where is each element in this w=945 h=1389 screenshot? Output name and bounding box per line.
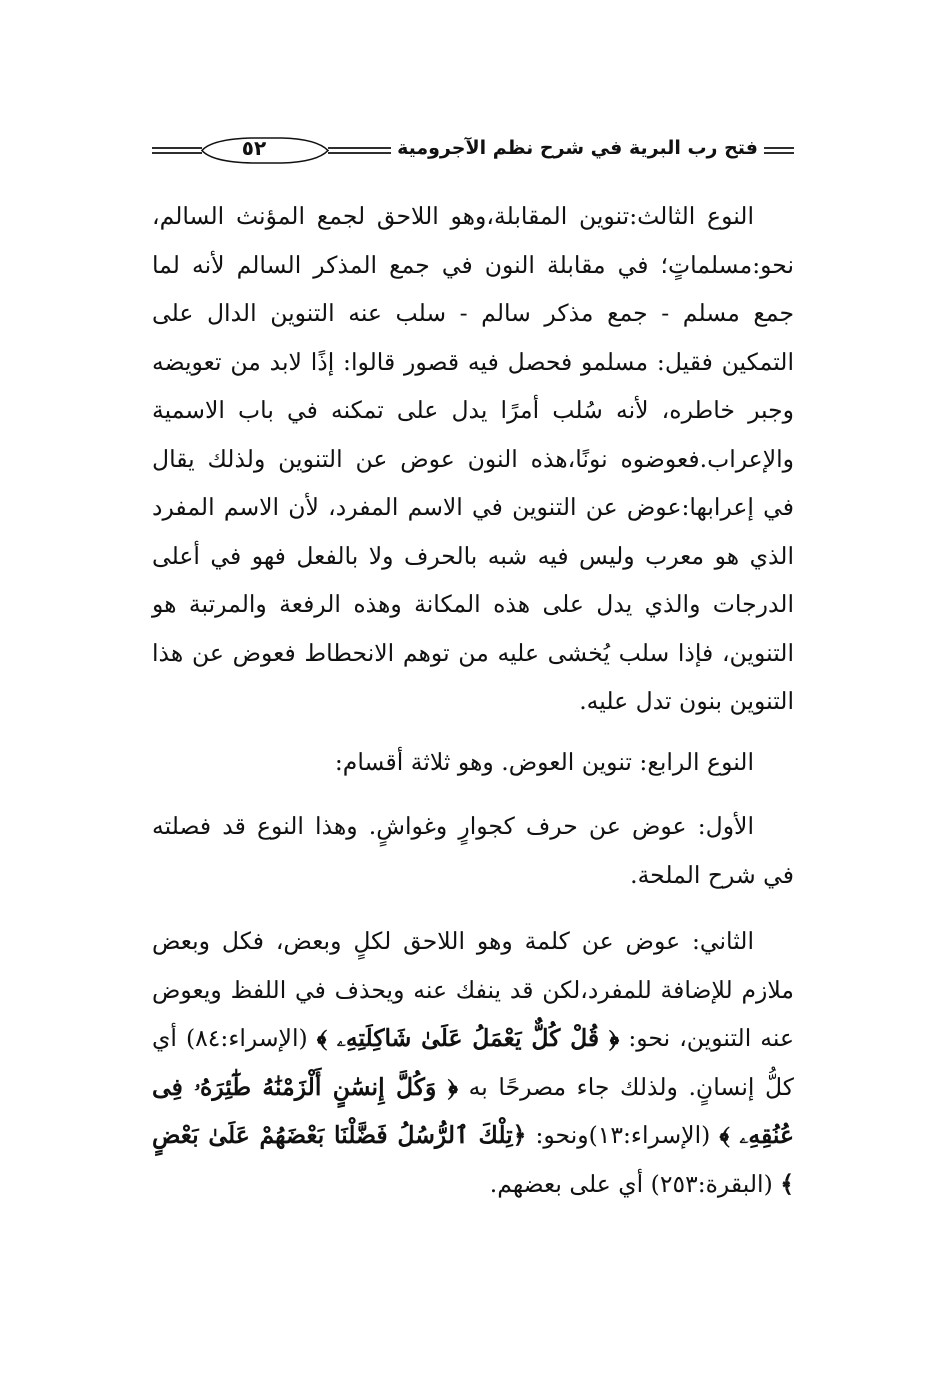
quran-verse-isra-13: ﴿ وَكُلَّ إِنسَٰنٍ أَلْزَمْنَٰهُ طَٰٓئِرَهُۥ فِى عُنُقِهِۦ ﴾	[152, 1072, 794, 1149]
paragraph-iwad-kalima	[152, 917, 794, 1208]
page-number: ٥٢	[241, 136, 267, 160]
quran-verse-isra-84: ﴿ قُلْ كُلٌّ يَعْمَلُ عَلَىٰ شَاكِلَتِهِۦ ﴾	[316, 1024, 620, 1052]
paragraph-text: (الإسراء:٨٤) أي كلُّ إنسانٍ. ولذلك جاء مصرحًا به	[152, 1024, 794, 1101]
paragraph-text: (البقرة:٢٥٣) أي على بعضهم.	[489, 1169, 781, 1198]
paragraph-tanween-iwad: النوع الرابع: تنوين العوض. وهو ثلاثة أقسام:	[334, 747, 754, 776]
page-body	[152, 192, 794, 1208]
quran-verse-baqara-253: ﴿تِلْكَ ٱلرُّسُلُ فَضَّلْنَا بَعْضَهُمْ عَلَىٰ بَعْضٍ ﴾	[152, 1121, 794, 1198]
paragraph-iwad-harf: الأول: عوض عن حرف كجوارٍ وغواشٍ. وهذا النوع قد فصلته في شرح الملحة.	[152, 812, 794, 889]
paragraph-text: (الإسراء:١٣)ونحو:	[526, 1121, 720, 1149]
paragraph-text: الثاني: عوض عن كلمة وهو اللاحق لكلٍ وبعض، فكل وبعض ملازم للإضافة للمفرد،لكن قد ينفك عنه ويحذف في اللفظ ويعوض عنه التنوين، نحو:	[152, 927, 795, 1052]
paragraph-tanween-muqabala: النوع الثالث:تنوين المقابلة،وهو اللاحق لجمع المؤنث السالم، نحو:مسلماتٍ؛ في مقابلة النون في جمع المذكر السالم لأنه لما جمع مسلم - جمع مذكر سالم - سلب عنه التنوين الدال على التمكين فقيل: مسلمو فحصل فيه قصور قالوا: إذًا لابد من تعويضه وجبر خاطره، لأنه سُلب أمرًا يدل على تمكنه في باب الاسمية والإعراب.فعوضوه نونًا،هذه النون عوض عن التنوين ولذلك يقال في إعرابها:عوض عن التنوين في الاسم المفرد، لأن الاسم المفرد الذي هو معرب وليس فيه شبه بالحرف ولا بالفعل فهو في أعلى الدرجات والذي يدل على هذه المكانة وهذه الرفعة والمرتبة هو التنوين، فإذا سلب يُخشى عليه من توهم الانحطاط فعوض عن هذا التنوين بنون تدل عليه.	[152, 202, 794, 715]
running-header	[152, 133, 794, 169]
book-title: فتح رب البرية في شرح نظم الآجرومية	[391, 137, 764, 159]
